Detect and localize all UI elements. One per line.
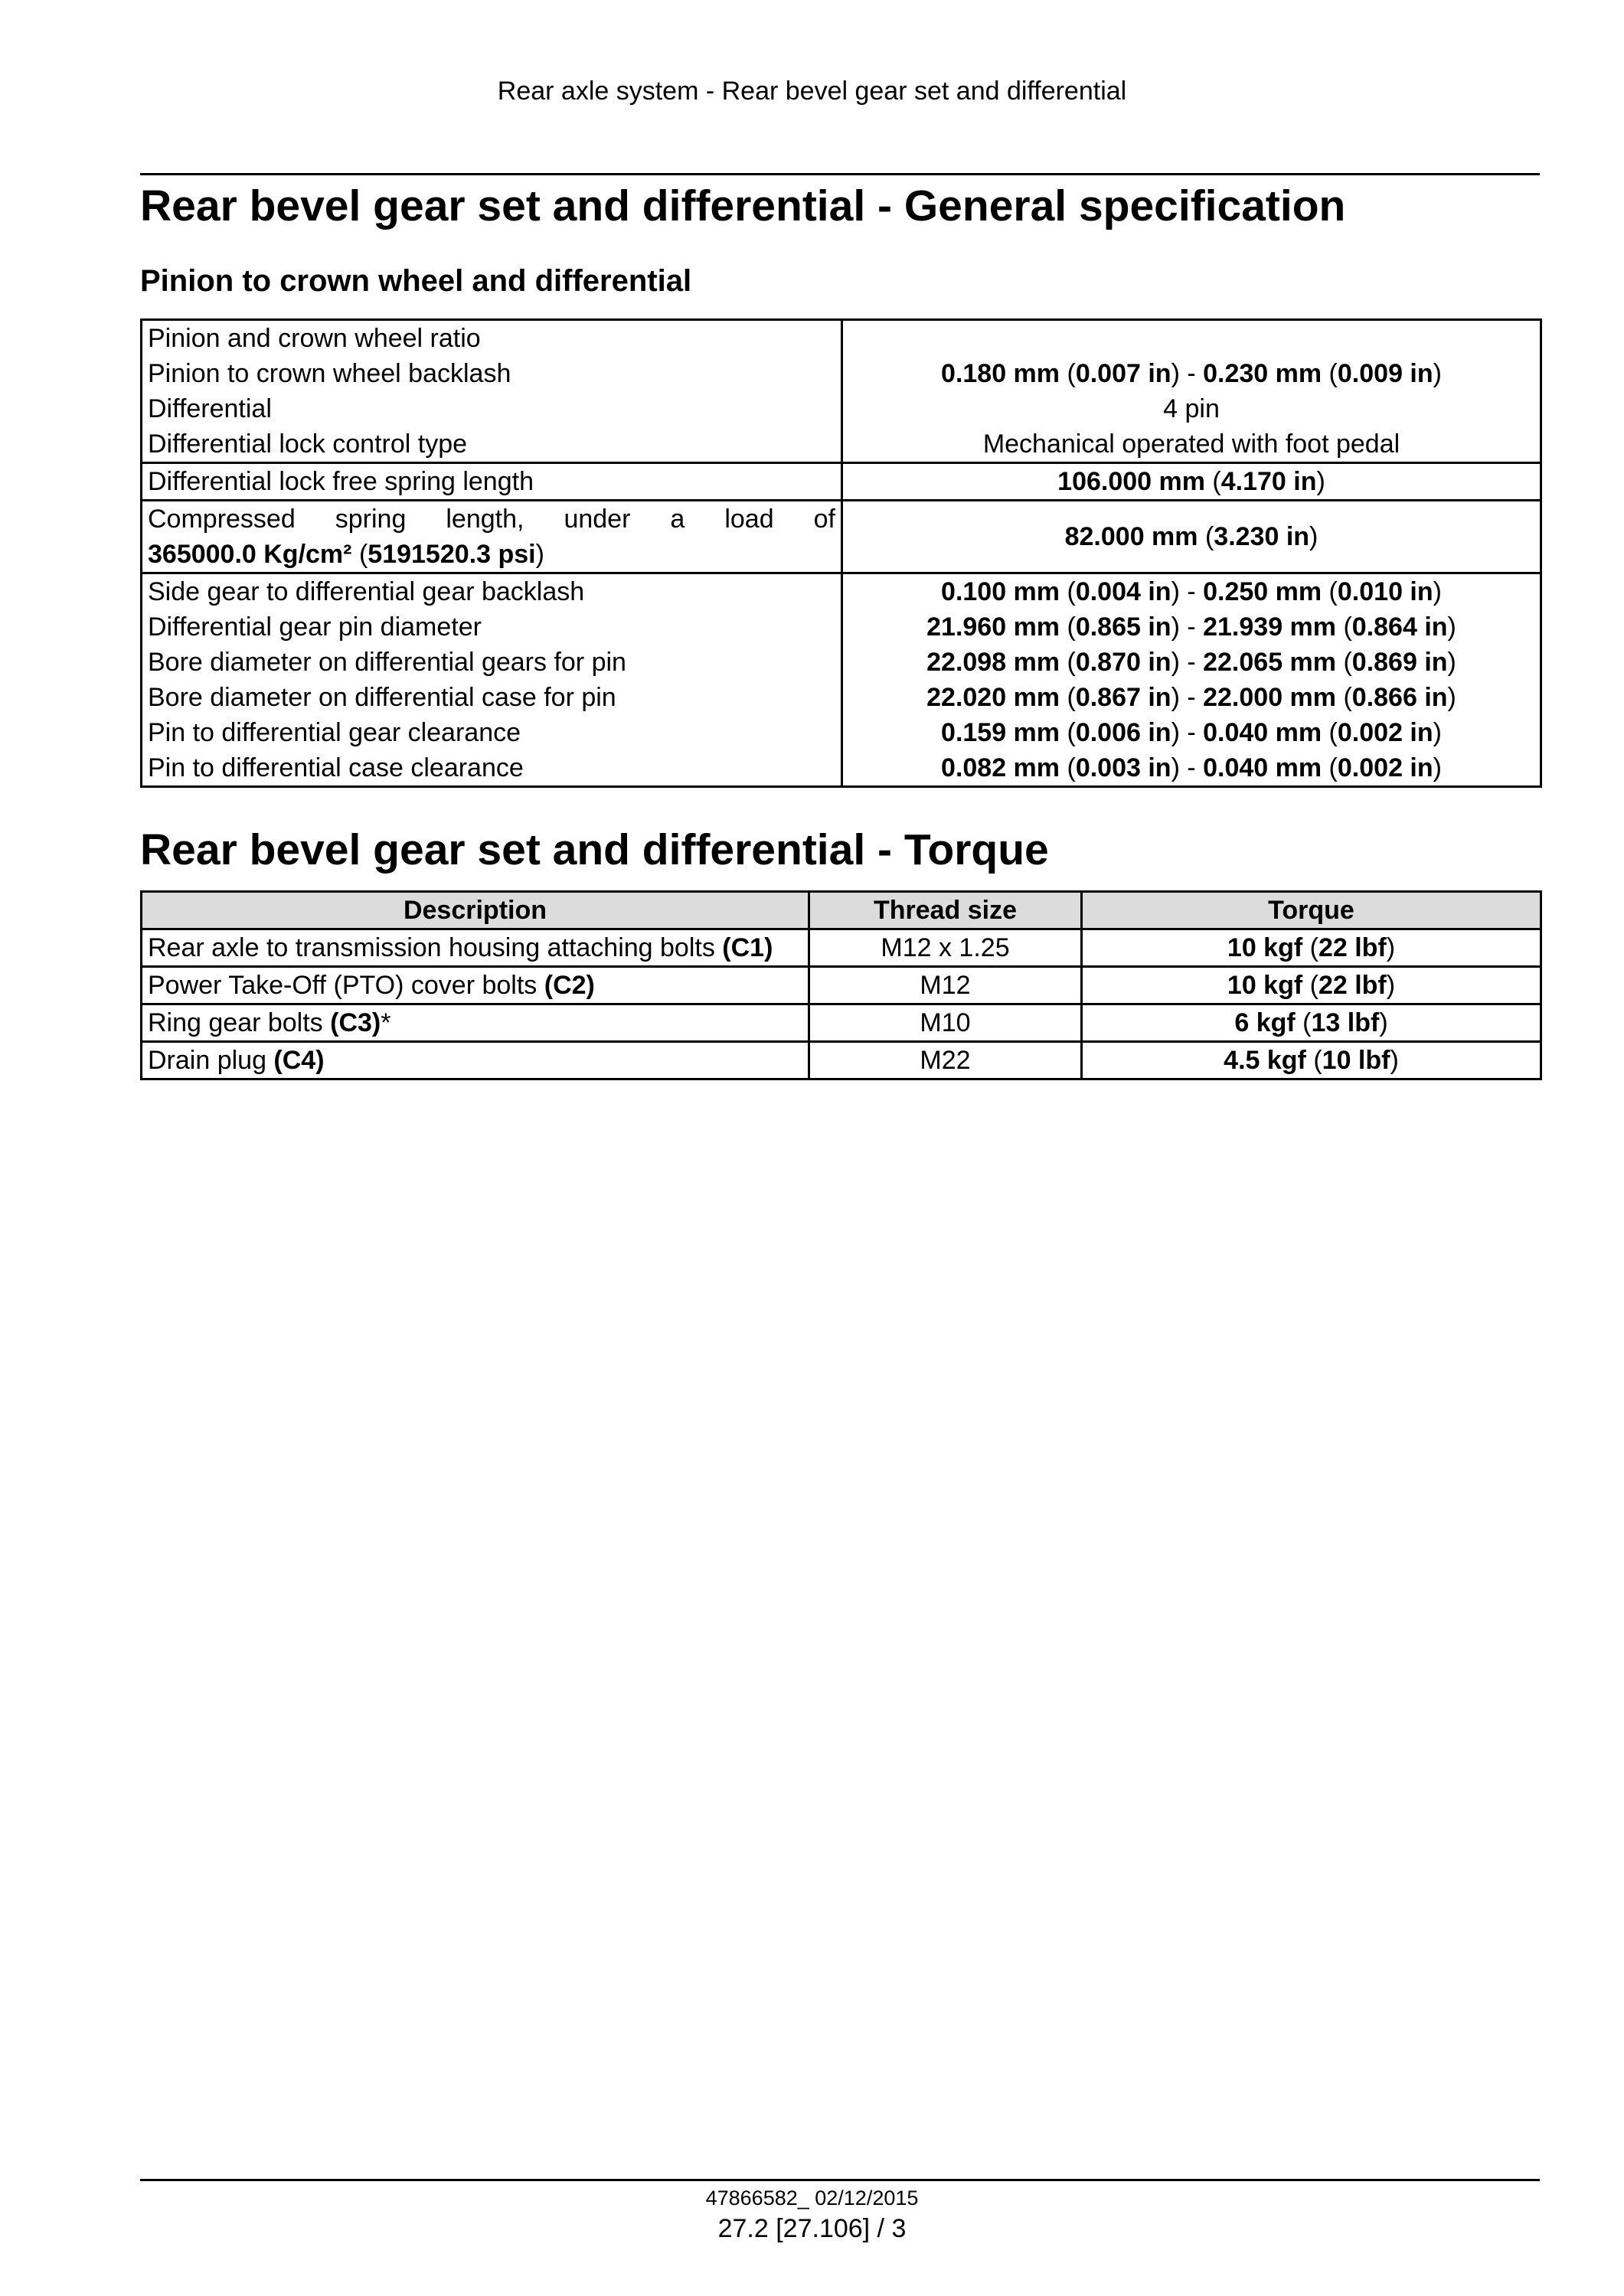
spec-label-cell [142, 320, 842, 463]
spec-value: 106.000 mm (4.170 in) [1057, 467, 1325, 496]
pinion-subtitle: Pinion to crown wheel and differential [140, 264, 692, 298]
spec-label: Bore diameter on differential case for pin [148, 683, 616, 712]
thread-size-cell: M12 [809, 967, 1082, 1004]
torque-description: Ring gear bolts [148, 1008, 331, 1037]
thread-size-cell: M10 [809, 1004, 1082, 1042]
general-spec-title: Rear bevel gear set and differential - General specification [140, 181, 1346, 230]
spec-value: 0.180 mm (0.007 in) - 0.230 mm (0.009 in) [941, 359, 1442, 388]
spec-label: Differential gear pin diameter [148, 612, 482, 642]
spec-label-cell [142, 501, 842, 573]
spec-value: 0.159 mm (0.006 in) - 0.040 mm (0.002 in) [941, 718, 1442, 747]
spec-value-cell [842, 573, 1541, 787]
spec-value: 4 pin [1163, 394, 1220, 423]
callout-code: (C3) [330, 1008, 381, 1037]
spec-group [142, 573, 1541, 787]
torque-description-cell [142, 1042, 809, 1079]
spec-value-cell [842, 463, 1541, 501]
spec-value: 0.100 mm (0.004 in) - 0.250 mm (0.010 in) [941, 577, 1442, 606]
spec-value [848, 321, 1534, 356]
torque-row [142, 929, 1541, 967]
spec-value-cell [842, 320, 1541, 463]
spec-value: 22.098 mm (0.870 in) - 22.065 mm (0.869 in) [926, 648, 1456, 677]
callout-code: (C1) [722, 933, 773, 962]
spec-label: Bore diameter on differential gears for pin [148, 648, 626, 677]
torque-header-row [142, 892, 1541, 929]
torque-description-cell [142, 1004, 809, 1042]
running-header: Rear axle system - Rear bevel gear set and differential [497, 77, 1127, 106]
torque-row [142, 967, 1541, 1004]
spec-group [142, 320, 1541, 463]
torque-description: Power Take-Off (PTO) cover bolts [148, 971, 544, 1000]
torque-value-cell: 4.5 kgf (10 lbf) [1082, 1042, 1541, 1079]
torque-description-cell [142, 929, 809, 967]
torque-value-cell: 10 kgf (22 lbf) [1082, 929, 1541, 967]
torque-description: Rear axle to transmission housing attaching bolts [148, 933, 723, 962]
spec-value: 22.020 mm (0.867 in) - 22.000 mm (0.866 in) [926, 683, 1456, 712]
spec-value: 0.082 mm (0.003 in) - 0.040 mm (0.002 in) [941, 753, 1442, 782]
spec-label: Pinion to crown wheel backlash [148, 359, 511, 388]
torque-row [142, 1004, 1541, 1042]
spec-group [142, 501, 1541, 573]
thread-size-cell: M12 x 1.25 [809, 929, 1082, 967]
spec-label-cell [142, 463, 842, 501]
torque-description: Drain plug [148, 1046, 274, 1075]
column-header-thread-size: Thread size [809, 892, 1082, 929]
torque-value-cell: 6 kgf (13 lbf) [1082, 1004, 1541, 1042]
spec-label: Pin to differential gear clearance [148, 718, 521, 747]
torque-title: Rear bevel gear set and differential - Torque [140, 825, 1049, 874]
spec-value-cell [842, 501, 1541, 573]
general-spec-table [140, 318, 1542, 788]
spec-label: Differential lock free spring length [148, 467, 534, 496]
torque-description-cell [142, 967, 809, 1004]
spec-value: Mechanical operated with foot pedal [982, 429, 1400, 459]
spec-label: 365000.0 Kg/cm² (5191520.3 psi) [148, 540, 544, 569]
spec-group [142, 463, 1541, 501]
spec-label: Pin to differential case clearance [148, 753, 524, 782]
callout-code: (C4) [273, 1046, 325, 1075]
callout-code: (C2) [544, 971, 595, 1000]
spec-value: 21.960 mm (0.865 in) - 21.939 mm (0.864 in) [926, 612, 1456, 642]
spec-value: 82.000 mm (3.230 in) [1064, 522, 1318, 551]
footer-page-number: 27.2 [27.106] / 3 [717, 2214, 907, 2243]
header-rule [140, 173, 1540, 175]
torque-value-cell: 10 kgf (22 lbf) [1082, 967, 1541, 1004]
spec-label: Compressed spring length, under a load of [148, 505, 835, 534]
thread-size-cell: M22 [809, 1042, 1082, 1079]
spec-label-cell [142, 573, 842, 787]
spec-label: Side gear to differential gear backlash [148, 577, 585, 606]
torque-row [142, 1042, 1541, 1079]
footer-rule [140, 2179, 1540, 2181]
footnote-mark: * [381, 1008, 391, 1037]
torque-table [140, 890, 1542, 1080]
footer-doc-code: 47866582_ 02/12/2015 [705, 2187, 919, 2209]
spec-label: Pinion and crown wheel ratio [148, 324, 481, 353]
spec-label: Differential [148, 394, 272, 423]
spec-label: Differential lock control type [148, 429, 468, 459]
column-header-description: Description [142, 892, 809, 929]
column-header-torque: Torque [1082, 892, 1541, 929]
